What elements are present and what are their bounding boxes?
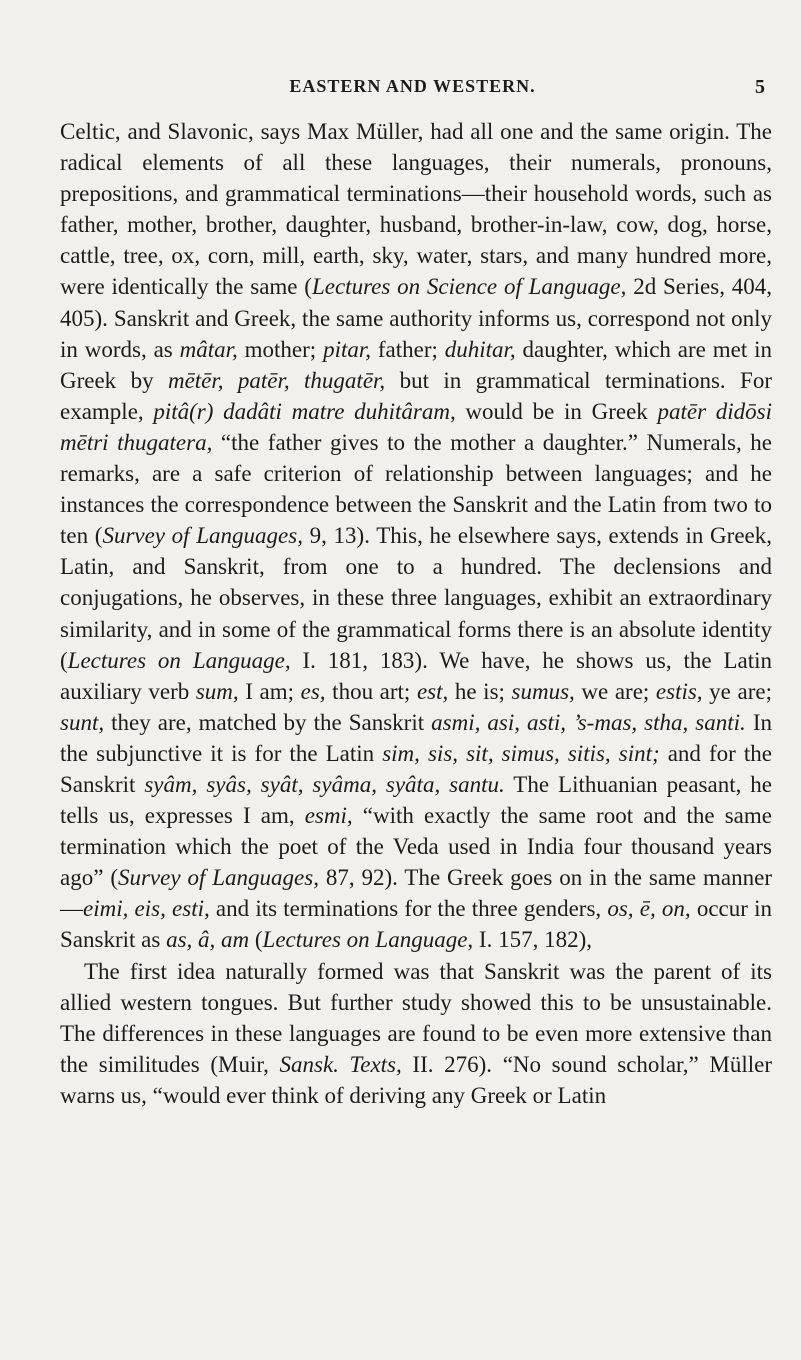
sanskrit-phrase: pitâ(r) dadâti matre duhitâram, [153, 398, 456, 424]
text-run: and for the Sanskrit [60, 740, 772, 797]
text-run: occur in Sanskrit as [60, 896, 773, 953]
citation-title: Survey of Languages, [117, 865, 319, 891]
text-run: I am; [238, 678, 301, 704]
text-run: but in grammatical terminations. For example, [60, 367, 772, 424]
text-run: 9, 13). This, he elsewhere says, extends in Greek, Latin, and Sanskrit, from one to a hundred. The declensions and conjugations, he observes, in these three languages, exhibit an extraordinary similarity, and in some of the grammatical forms there is an absolute identity ( [60, 523, 772, 673]
sanskrit-word: mâtar, [179, 336, 238, 362]
paragraph-1 [60, 116, 772, 956]
text-run: I. 181, 183). We have, he shows us, the Latin auxiliary verb [60, 647, 773, 704]
citation-title: Lectures on Language, [67, 647, 291, 673]
body-text [60, 116, 772, 1111]
text-run: Celtic, and Slavonic, says Max Müller, had all one and the same origin. The radical elements of all these languages, their numerals, pronouns, prepositions, and grammatical terminations—their household words, such as father, mother, brother, daughter, husband, brother-in-law, cow, dog, horse, cattle, tree, ox, corn, mill, earth, sky, water, stars, and many hundred more, were identically the same ( [60, 119, 772, 300]
text-run: we are; [574, 678, 656, 704]
running-head [60, 76, 765, 102]
text-run: 2d Series, 404, 405). Sanskrit and Greek, the same authority informs us, correspond not only in words, as [60, 274, 772, 362]
citation-title: Lectures on Science of Language, [311, 274, 627, 300]
latin-word: sum, [195, 678, 239, 704]
text-run: I. 157, 182), [473, 927, 592, 953]
text-run: 87, 92). The Greek goes on in the same manner— [60, 865, 773, 922]
text-run: and its terminations for the three genders, [209, 896, 608, 922]
sanskrit-words: asmi, asi, asti, ’s-mas, stha, santi. [431, 709, 746, 735]
sanskrit-words: syâm, syâs, syât, syâma, syâta, santu. [144, 771, 505, 797]
text-run: thou art; [325, 678, 417, 704]
latin-word: sumus, [511, 678, 575, 704]
latin-word: sunt, [60, 709, 105, 735]
text-run: “with exactly the same root and the same termination which the poet of the Veda used in India four thousand years ago” ( [60, 803, 772, 891]
sanskrit-word: duhitar, [444, 336, 516, 362]
greek-phrase: patēr didōsi mētri thugatera, [60, 398, 772, 455]
text-run: In the subjunctive it is for the Latin [60, 709, 772, 766]
latin-word: es, [300, 678, 326, 704]
text-run: they are, matched by the Sanskrit [104, 709, 432, 735]
text-run: II. 276). “No sound scholar,” Müller warns us, “would ever think of deriving any Greek or Latin [60, 1051, 772, 1108]
greek-endings: os, ē, on, [607, 896, 691, 922]
sanskrit-endings: as, â, am [166, 927, 250, 953]
text-run: father; [371, 336, 445, 362]
latin-word: estis, [655, 678, 703, 704]
latin-words: sim, sis, sit, simus, sitis, sint; [382, 740, 660, 766]
text-run: The Lithuanian peasant, he tells us, expresses I am, [60, 771, 773, 829]
paragraph-2 [60, 956, 772, 1111]
latin-word: est, [416, 678, 449, 704]
citation-title: Lectures on Language, [262, 927, 474, 953]
text-run: daughter, which are met in Greek by [60, 336, 772, 393]
text-run: “the father gives to the mother a daughter.” Numerals, he remarks, are a safe criterion of relationship between languages; and he instances the correspondence between the Sanskrit and the Latin from two to ten ( [60, 429, 772, 549]
page-number: 5 [755, 76, 765, 98]
sanskrit-word: pitar, [323, 336, 371, 362]
citation-title: Survey of Languages, [102, 523, 303, 549]
citation-title: Sansk. Texts, [279, 1051, 402, 1077]
lithuanian-word: esmi, [304, 803, 353, 829]
text-run: he is; [448, 678, 512, 704]
greek-words: mētēr, patēr, thugatēr, [167, 367, 386, 393]
text-run: mother; [237, 336, 324, 362]
text-run: would be in Greek [455, 398, 658, 424]
running-title: EASTERN AND WESTERN. [289, 76, 536, 96]
text-run: The first idea naturally formed was that Sanskrit was the parent of its allied western tongues. But further study showed this to be unsustainable. The differences in these languages are found to be even more extensive than the similitudes (Muir, [60, 958, 772, 1077]
greek-words: eimi, eis, esti, [83, 896, 210, 922]
text-run: ye are; [702, 678, 772, 704]
text-run: ( [249, 927, 263, 953]
